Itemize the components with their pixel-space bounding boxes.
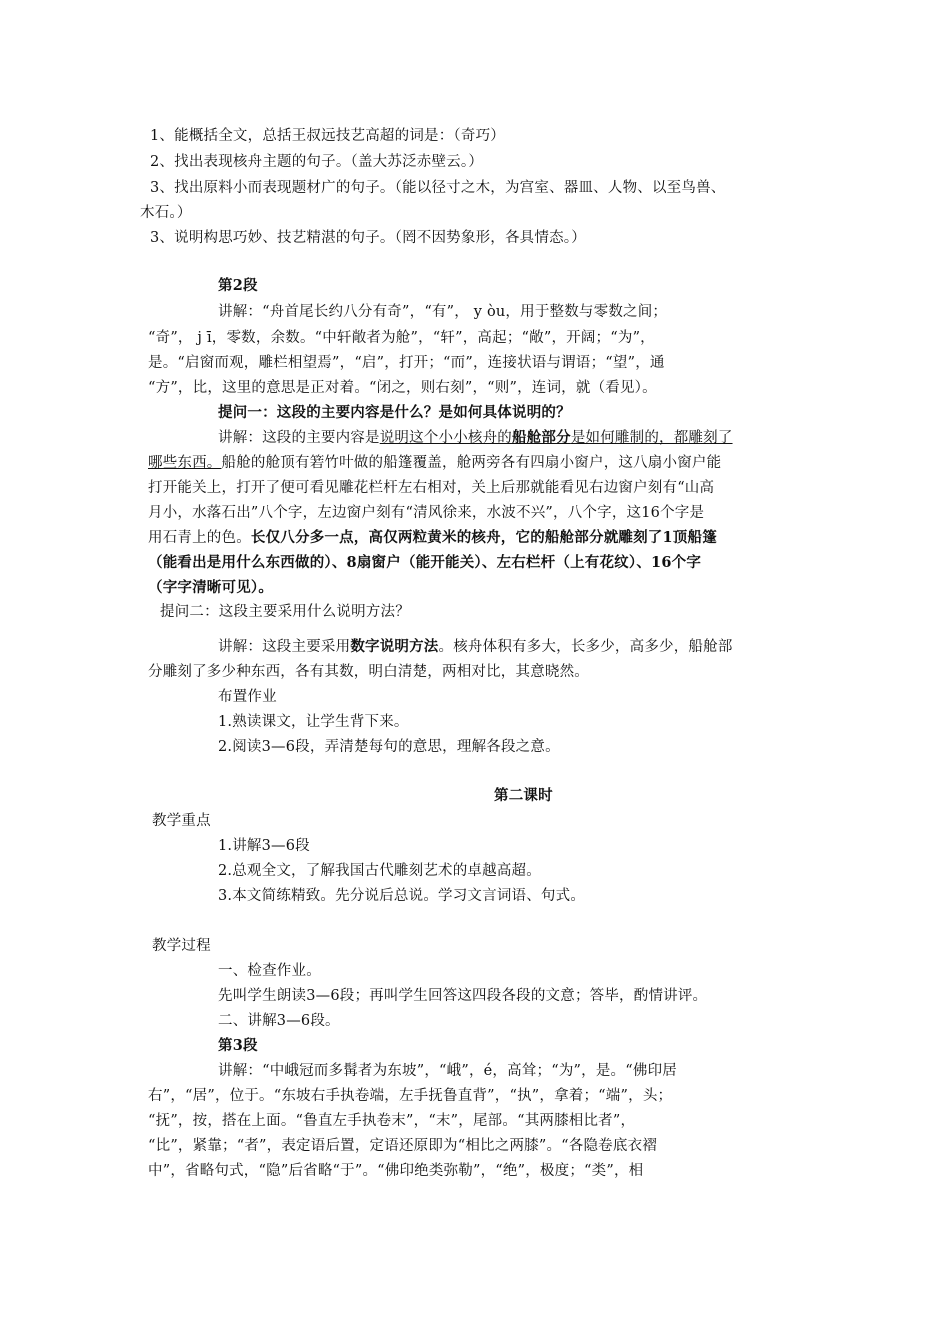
- process-item: 二、讲解3—6段。: [218, 1013, 340, 1029]
- question-one: 提问一：这段的主要内容是什么？是如何具体说明的？: [218, 404, 571, 421]
- focus-item: 3.本文简练精致。先分说后总说。学习文言词语、句式。: [218, 888, 586, 904]
- answer-underlined: 哪些东西。: [148, 455, 222, 471]
- answer-one-line: [218, 426, 733, 450]
- explain-line: 讲解：“舟首尾长约八分有奇”，“有”， y òu，用于整数与零数之间；: [218, 304, 668, 320]
- answer-keyword: 船舱部分: [512, 429, 571, 446]
- focus-title: 教学重点: [152, 813, 211, 829]
- explain-line: 右”，“居”，位于。“东坡右手执卷端，左手抚鲁直背”，“执”，拿着；“端”，头；: [148, 1088, 673, 1104]
- section-heading-para3: 第3段: [218, 1037, 258, 1054]
- list-item: 3、找出原料小而表现题材广的句子。（能以径寸之木，为宫室、器皿、人物、以至鸟兽、: [150, 180, 726, 196]
- answer-two-line: [218, 635, 733, 659]
- lesson-title: 第二课时: [494, 787, 553, 804]
- answer-underlined: 是如何雕制的，都雕刻了: [570, 430, 733, 446]
- answer-prefix: 讲解：这段的主要内容是: [218, 430, 380, 446]
- process-title: 教学过程: [152, 938, 211, 954]
- answer-bold-text: 长仅八分多一点，高仅两粒黄米的核舟，它的船舱部分就雕刻了1顶船篷: [250, 529, 717, 546]
- answer-text: 用石青上的色。: [148, 530, 251, 546]
- focus-item: 1.讲解3—6段: [218, 838, 310, 854]
- answer-text: 船舱的舱顶有箬竹叶做的船篷覆盖，舱两旁各有四扇小窗户，这八扇小窗户能: [221, 455, 722, 471]
- list-item-continuation: 木石。）: [140, 205, 192, 221]
- list-item: 1、能概括全文，总括王叔远技艺高超的词是：（奇巧）: [150, 128, 505, 144]
- explain-line: “方”，比，这里的意思是正对着。“闭之，则右刻”，“则”，连词，就（看见）。: [148, 380, 657, 396]
- homework-item: 2.阅读3—6段，弄清楚每句的意思，理解各段之意。: [218, 739, 560, 755]
- answer-keyword: 数字说明方法: [350, 638, 439, 655]
- focus-item: 2.总观全文，了解我国古代雕刻艺术的卓越高超。: [218, 863, 541, 879]
- explain-line: “抚”，按，搭在上面。“鲁直左手执卷末”，“末”，尾部。“其两膝相比者”，: [148, 1113, 636, 1129]
- answer-one-line: （能看出是用什么东西做的）、8扇窗户（能开能关）、左右栏杆（上有花纹）、16个字: [148, 554, 702, 571]
- answer-text: 。核舟体积有多大，长多少，高多少，船舱部: [438, 639, 733, 655]
- answer-one-line: 月小，水落石出”八个字，左边窗户刻有“清风徐来，水波不兴”，八个字，这16个字是: [148, 505, 705, 521]
- answer-underlined: 说明这个小小核舟的: [379, 430, 513, 446]
- answer-one-line: [148, 451, 721, 475]
- process-item: 一、检查作业。: [218, 963, 321, 979]
- homework-title: 布置作业: [218, 689, 277, 705]
- explain-line: “比”，紧靠；“者”，表定语后置，定语还原即为“相比之两膝”。“各隐卷底衣褶: [148, 1138, 657, 1154]
- list-item: 2、找出表现核舟主题的句子。（盖大苏泛赤壁云。）: [150, 154, 484, 170]
- explain-line: 中”，省略句式，“隐”后省略“于”。“佛印绝类弥勒”，“绝”，极度；“类”，相: [148, 1163, 644, 1179]
- answer-one-line: [148, 526, 717, 550]
- question-two: 提问二：这段主要采用什么说明方法？: [160, 604, 410, 620]
- answer-one-line: （字字清晰可见）。: [148, 579, 274, 596]
- answer-two-line: 分雕刻了多少种东西，各有其数，明白清楚，两相对比，其意晓然。: [148, 664, 589, 680]
- list-item: 3、说明构思巧妙、技艺精湛的句子。（罔不因势象形，各具情态。）: [150, 230, 586, 246]
- homework-item: 1.熟读课文，让学生背下来。: [218, 714, 409, 730]
- process-item: 先叫学生朗读3—6段；再叫学生回答这四段各段的文意；答毕，酌情讲评。: [218, 988, 708, 1004]
- answer-one-line: 打开能关上，打开了便可看见雕花栏杆左右相对，关上后那就能看见右边窗户刻有“山高: [148, 480, 715, 496]
- explain-line: “奇”， j ī，零数，余数。“中轩敞者为舱”，“轩”，高起；“敞”，开阔；“为”，: [148, 330, 655, 346]
- answer-prefix: 讲解：这段主要采用: [218, 639, 351, 655]
- section-heading-para2: 第2段: [218, 277, 258, 294]
- explain-line: 是。“启窗而观，雕栏相望焉”，“启”，打开；“而”，连接状语与谓语；“望”，通: [148, 355, 665, 371]
- explain-line: 讲解：“中峨冠而多髯者为东坡”，“峨”，é，高耸；“为”，是。“佛印居: [218, 1063, 677, 1079]
